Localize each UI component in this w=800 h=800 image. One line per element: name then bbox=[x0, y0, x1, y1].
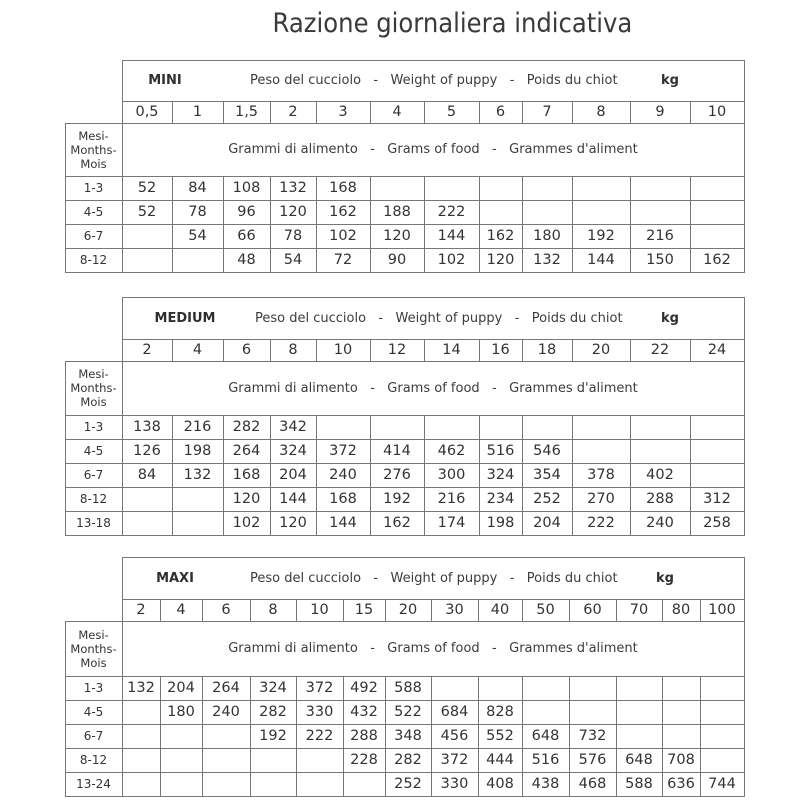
value-cell bbox=[690, 463, 744, 487]
months-header-line: Mesi- bbox=[78, 128, 109, 143]
value-cell: 120 bbox=[279, 204, 307, 220]
value-cell: 222 bbox=[437, 204, 466, 220]
weight-cell: 10 bbox=[310, 602, 329, 618]
weight-cell: 1,5 bbox=[234, 104, 259, 120]
value-cell bbox=[478, 676, 522, 700]
weight-cell: 80 bbox=[671, 602, 691, 618]
value-cell: 288 bbox=[646, 491, 674, 507]
value-cell bbox=[662, 700, 700, 724]
value-cell: 300 bbox=[437, 467, 466, 483]
value-cell bbox=[202, 724, 250, 748]
value-cell: 240 bbox=[329, 467, 357, 483]
weight-cell: 4 bbox=[176, 602, 186, 618]
value-cell: 282 bbox=[394, 752, 422, 768]
weight-cell: 50 bbox=[536, 602, 555, 618]
months-header-line: Mois bbox=[80, 156, 107, 171]
value-cell bbox=[202, 748, 250, 772]
value-cell: 96 bbox=[237, 204, 256, 220]
months-header-line: Mesi- bbox=[78, 627, 109, 642]
value-cell: 54 bbox=[188, 228, 207, 244]
value-cell: 414 bbox=[383, 443, 411, 459]
value-cell: 216 bbox=[437, 491, 466, 507]
value-cell: 354 bbox=[533, 467, 561, 483]
value-cell: 516 bbox=[486, 443, 515, 459]
value-cell bbox=[343, 772, 385, 796]
value-cell bbox=[630, 176, 690, 200]
value-cell: 72 bbox=[333, 252, 353, 268]
weight-cell: 8 bbox=[596, 104, 606, 120]
value-cell: 264 bbox=[232, 443, 261, 459]
value-cell bbox=[479, 200, 522, 224]
value-cell bbox=[296, 772, 343, 796]
value-cell: 168 bbox=[329, 180, 357, 196]
value-cell: 216 bbox=[646, 228, 674, 244]
value-cell bbox=[122, 724, 160, 748]
value-cell bbox=[569, 676, 616, 700]
weight-cell: 2 bbox=[288, 104, 298, 120]
value-cell bbox=[572, 200, 630, 224]
value-cell: 516 bbox=[531, 752, 560, 768]
weight-cell: 2 bbox=[136, 602, 146, 618]
months-header bbox=[65, 123, 122, 176]
value-cell bbox=[370, 176, 424, 200]
grid-line bbox=[744, 297, 745, 536]
weight-cell: 2 bbox=[142, 342, 152, 358]
months-header-line: Mois bbox=[80, 655, 107, 670]
value-cell bbox=[690, 439, 744, 463]
value-cell: 372 bbox=[329, 443, 357, 459]
value-cell: 108 bbox=[232, 180, 261, 196]
months-header bbox=[65, 621, 122, 676]
value-cell: 168 bbox=[329, 491, 357, 507]
value-cell bbox=[160, 724, 202, 748]
value-cell bbox=[700, 724, 744, 748]
period-cell: 1-3 bbox=[83, 681, 104, 695]
unit-label: kg bbox=[661, 310, 679, 326]
size-label: MEDIUM bbox=[154, 310, 216, 326]
value-cell bbox=[616, 676, 662, 700]
weight-cell: 20 bbox=[398, 602, 418, 618]
weight-header: Peso del cucciolo - Weight of puppy - Poids du chiot bbox=[250, 570, 618, 586]
value-cell bbox=[630, 200, 690, 224]
weight-cell: 8 bbox=[268, 602, 278, 618]
value-cell bbox=[122, 487, 172, 511]
value-cell bbox=[690, 176, 744, 200]
food-header: Grammi di alimento - Grams of food - Grammes d'aliment bbox=[228, 641, 638, 656]
value-cell: 78 bbox=[283, 228, 303, 244]
value-cell: 324 bbox=[486, 467, 515, 483]
value-cell bbox=[522, 176, 572, 200]
value-cell: 708 bbox=[667, 752, 695, 768]
value-cell: 144 bbox=[329, 515, 357, 531]
value-cell: 552 bbox=[486, 728, 514, 744]
value-cell: 180 bbox=[167, 704, 195, 720]
value-cell: 84 bbox=[137, 467, 157, 483]
value-cell bbox=[700, 748, 744, 772]
size-label: MAXI bbox=[156, 570, 194, 586]
value-cell: 150 bbox=[646, 252, 674, 268]
value-cell: 270 bbox=[587, 491, 615, 507]
weight-cell: 10 bbox=[707, 104, 727, 120]
weight-cell: 60 bbox=[583, 602, 602, 618]
value-cell: 438 bbox=[531, 776, 560, 792]
value-cell: 216 bbox=[183, 419, 212, 435]
value-cell bbox=[122, 748, 160, 772]
value-cell: 282 bbox=[259, 704, 287, 720]
value-cell: 102 bbox=[232, 515, 261, 531]
weight-cell: 16 bbox=[491, 342, 510, 358]
value-cell: 228 bbox=[350, 752, 378, 768]
value-cell: 204 bbox=[279, 467, 307, 483]
value-cell: 144 bbox=[279, 491, 307, 507]
value-cell: 52 bbox=[137, 204, 157, 220]
value-cell bbox=[616, 700, 662, 724]
value-cell: 144 bbox=[437, 228, 466, 244]
value-cell: 342 bbox=[279, 419, 307, 435]
value-cell: 138 bbox=[133, 419, 161, 435]
value-cell: 288 bbox=[350, 728, 378, 744]
value-cell: 324 bbox=[279, 443, 307, 459]
value-cell: 174 bbox=[437, 515, 466, 531]
value-cell bbox=[630, 415, 690, 439]
value-cell bbox=[250, 748, 296, 772]
value-cell bbox=[479, 176, 522, 200]
weight-cell: 6 bbox=[221, 602, 231, 618]
value-cell: 240 bbox=[646, 515, 674, 531]
weight-cell: 0,5 bbox=[135, 104, 159, 120]
value-cell: 372 bbox=[305, 680, 334, 696]
value-cell: 222 bbox=[587, 515, 615, 531]
value-cell bbox=[172, 248, 223, 272]
months-header bbox=[65, 361, 122, 415]
value-cell: 648 bbox=[625, 752, 653, 768]
value-cell bbox=[690, 200, 744, 224]
value-cell bbox=[160, 748, 202, 772]
period-cell: 4-5 bbox=[83, 205, 104, 219]
weight-cell: 24 bbox=[707, 342, 727, 358]
value-cell bbox=[690, 224, 744, 248]
period-cell: 4-5 bbox=[83, 705, 104, 719]
weight-cell: 1 bbox=[192, 104, 203, 120]
value-cell: 120 bbox=[232, 491, 261, 507]
value-cell bbox=[296, 748, 343, 772]
value-cell: 252 bbox=[533, 491, 561, 507]
months-header-line: Months- bbox=[70, 142, 117, 157]
value-cell: 66 bbox=[237, 228, 256, 244]
weight-cell: 40 bbox=[490, 602, 510, 618]
value-cell bbox=[202, 772, 250, 796]
weight-cell: 18 bbox=[537, 342, 557, 358]
value-cell: 468 bbox=[578, 776, 607, 792]
value-cell: 120 bbox=[486, 252, 515, 268]
weight-cell: 30 bbox=[445, 602, 464, 618]
value-cell: 240 bbox=[212, 704, 240, 720]
value-cell: 192 bbox=[259, 728, 287, 744]
value-cell bbox=[424, 415, 479, 439]
value-cell: 132 bbox=[533, 252, 561, 268]
value-cell: 198 bbox=[486, 515, 515, 531]
value-cell bbox=[122, 224, 172, 248]
weight-cell: 6 bbox=[241, 342, 252, 358]
food-header: Grammi di alimento - Grams of food - Grammes d'aliment bbox=[228, 380, 638, 396]
page-title: Razione giornaliera indicativa bbox=[272, 8, 633, 39]
value-cell: 378 bbox=[587, 467, 615, 483]
value-cell: 684 bbox=[440, 704, 469, 720]
weight-cell: 6 bbox=[495, 104, 506, 120]
value-cell bbox=[479, 415, 522, 439]
value-cell: 90 bbox=[387, 252, 407, 268]
value-cell: 180 bbox=[533, 228, 561, 244]
weight-cell: 3 bbox=[338, 104, 348, 120]
months-header-line: Months- bbox=[70, 641, 117, 656]
weight-cell: 70 bbox=[629, 602, 649, 618]
value-cell: 126 bbox=[133, 443, 161, 459]
value-cell: 276 bbox=[383, 467, 411, 483]
food-header: Grammi di alimento - Grams of food - Grammes d'aliment bbox=[228, 142, 638, 157]
value-cell: 636 bbox=[667, 776, 695, 792]
value-cell: 132 bbox=[183, 467, 212, 483]
value-cell bbox=[700, 676, 744, 700]
grid-line bbox=[65, 272, 745, 273]
grid-line bbox=[65, 796, 745, 797]
weight-cell: 20 bbox=[591, 342, 611, 358]
weight-cell: 10 bbox=[333, 342, 353, 358]
value-cell: 204 bbox=[533, 515, 561, 531]
grid-line bbox=[65, 535, 745, 536]
value-cell: 204 bbox=[167, 680, 195, 696]
value-cell: 588 bbox=[394, 680, 422, 696]
value-cell: 462 bbox=[437, 443, 466, 459]
value-cell: 120 bbox=[279, 515, 307, 531]
value-cell: 456 bbox=[440, 728, 469, 744]
value-cell bbox=[172, 511, 223, 535]
value-cell: 162 bbox=[703, 252, 731, 268]
value-cell bbox=[122, 772, 160, 796]
value-cell: 192 bbox=[587, 228, 615, 244]
weight-cell: 7 bbox=[542, 104, 552, 120]
value-cell: 84 bbox=[188, 180, 207, 196]
period-cell: 1-3 bbox=[83, 181, 104, 195]
value-cell bbox=[572, 439, 630, 463]
period-cell: 13-24 bbox=[76, 777, 111, 791]
value-cell bbox=[250, 772, 296, 796]
weight-cell: 22 bbox=[650, 342, 670, 358]
value-cell bbox=[662, 676, 700, 700]
value-cell: 48 bbox=[237, 252, 256, 268]
unit-label: kg bbox=[656, 570, 674, 586]
weight-cell: 9 bbox=[655, 104, 665, 120]
value-cell: 102 bbox=[329, 228, 357, 244]
value-cell bbox=[522, 415, 572, 439]
period-cell: 8-12 bbox=[79, 492, 108, 506]
value-cell: 828 bbox=[486, 704, 514, 720]
value-cell: 198 bbox=[183, 443, 212, 459]
value-cell: 330 bbox=[440, 776, 469, 792]
value-cell: 144 bbox=[587, 252, 615, 268]
value-cell bbox=[370, 415, 424, 439]
value-cell: 162 bbox=[486, 228, 515, 244]
value-cell: 444 bbox=[486, 752, 514, 768]
value-cell bbox=[122, 700, 160, 724]
weight-cell: 4 bbox=[392, 104, 402, 120]
value-cell: 348 bbox=[394, 728, 422, 744]
value-cell bbox=[572, 415, 630, 439]
value-cell: 312 bbox=[703, 491, 731, 507]
weight-cell: 14 bbox=[442, 342, 461, 358]
value-cell bbox=[616, 724, 662, 748]
weight-cell: 12 bbox=[387, 342, 407, 358]
value-cell bbox=[522, 200, 572, 224]
value-cell: 282 bbox=[232, 419, 261, 435]
weight-header: Peso del cucciolo - Weight of puppy - Poids du chiot bbox=[250, 73, 618, 88]
value-cell: 222 bbox=[305, 728, 334, 744]
value-cell: 78 bbox=[188, 204, 207, 220]
value-cell: 168 bbox=[232, 467, 261, 483]
period-cell: 6-7 bbox=[83, 229, 104, 243]
value-cell: 576 bbox=[578, 752, 607, 768]
period-cell: 8-12 bbox=[79, 253, 108, 267]
value-cell bbox=[522, 676, 569, 700]
weight-cell: 8 bbox=[288, 342, 298, 358]
value-cell: 546 bbox=[533, 443, 561, 459]
value-cell: 120 bbox=[383, 228, 411, 244]
value-cell: 324 bbox=[259, 680, 287, 696]
value-cell: 234 bbox=[486, 491, 515, 507]
period-cell: 8-12 bbox=[79, 753, 108, 767]
value-cell: 744 bbox=[708, 776, 736, 792]
value-cell bbox=[572, 176, 630, 200]
grid-line bbox=[744, 60, 745, 273]
value-cell: 102 bbox=[437, 252, 466, 268]
period-cell: 6-7 bbox=[83, 729, 104, 743]
value-cell: 330 bbox=[305, 704, 334, 720]
value-cell: 492 bbox=[350, 680, 378, 696]
months-header-line: Months- bbox=[70, 381, 117, 395]
value-cell: 54 bbox=[283, 252, 303, 268]
value-cell: 162 bbox=[329, 204, 357, 220]
months-header-line: Mois bbox=[80, 395, 107, 409]
period-cell: 6-7 bbox=[83, 468, 104, 482]
period-cell: 4-5 bbox=[83, 444, 104, 458]
value-cell bbox=[424, 176, 479, 200]
weight-header: Peso del cucciolo - Weight of puppy - Poids du chiot bbox=[255, 310, 623, 326]
value-cell: 132 bbox=[127, 680, 155, 696]
value-cell bbox=[122, 511, 172, 535]
value-cell: 188 bbox=[383, 204, 411, 220]
value-cell: 192 bbox=[383, 491, 411, 507]
months-header-line: Mesi- bbox=[78, 367, 109, 381]
value-cell: 52 bbox=[137, 180, 157, 196]
value-cell bbox=[431, 676, 478, 700]
value-cell bbox=[316, 415, 370, 439]
value-cell: 258 bbox=[703, 515, 731, 531]
value-cell bbox=[700, 700, 744, 724]
value-cell: 588 bbox=[625, 776, 653, 792]
value-cell: 522 bbox=[394, 704, 422, 720]
value-cell: 252 bbox=[394, 776, 422, 792]
weight-cell: 4 bbox=[192, 342, 203, 358]
weight-cell: 15 bbox=[354, 602, 374, 618]
value-cell: 402 bbox=[646, 467, 674, 483]
value-cell bbox=[160, 772, 202, 796]
period-cell: 13-18 bbox=[76, 516, 111, 530]
period-cell: 1-3 bbox=[83, 420, 104, 434]
value-cell: 162 bbox=[383, 515, 411, 531]
value-cell bbox=[662, 724, 700, 748]
value-cell bbox=[122, 248, 172, 272]
unit-label: kg bbox=[661, 73, 679, 88]
value-cell bbox=[522, 700, 569, 724]
weight-cell: 5 bbox=[446, 104, 457, 120]
value-cell: 648 bbox=[531, 728, 560, 744]
value-cell bbox=[690, 415, 744, 439]
value-cell: 264 bbox=[212, 680, 240, 696]
grid-line bbox=[744, 557, 745, 797]
value-cell: 432 bbox=[350, 704, 378, 720]
value-cell bbox=[569, 700, 616, 724]
value-cell: 372 bbox=[440, 752, 469, 768]
size-label: MINI bbox=[148, 73, 182, 88]
value-cell: 408 bbox=[486, 776, 514, 792]
value-cell: 132 bbox=[279, 180, 307, 196]
value-cell bbox=[630, 439, 690, 463]
weight-cell: 100 bbox=[708, 602, 736, 618]
value-cell bbox=[172, 487, 223, 511]
value-cell: 732 bbox=[578, 728, 607, 744]
